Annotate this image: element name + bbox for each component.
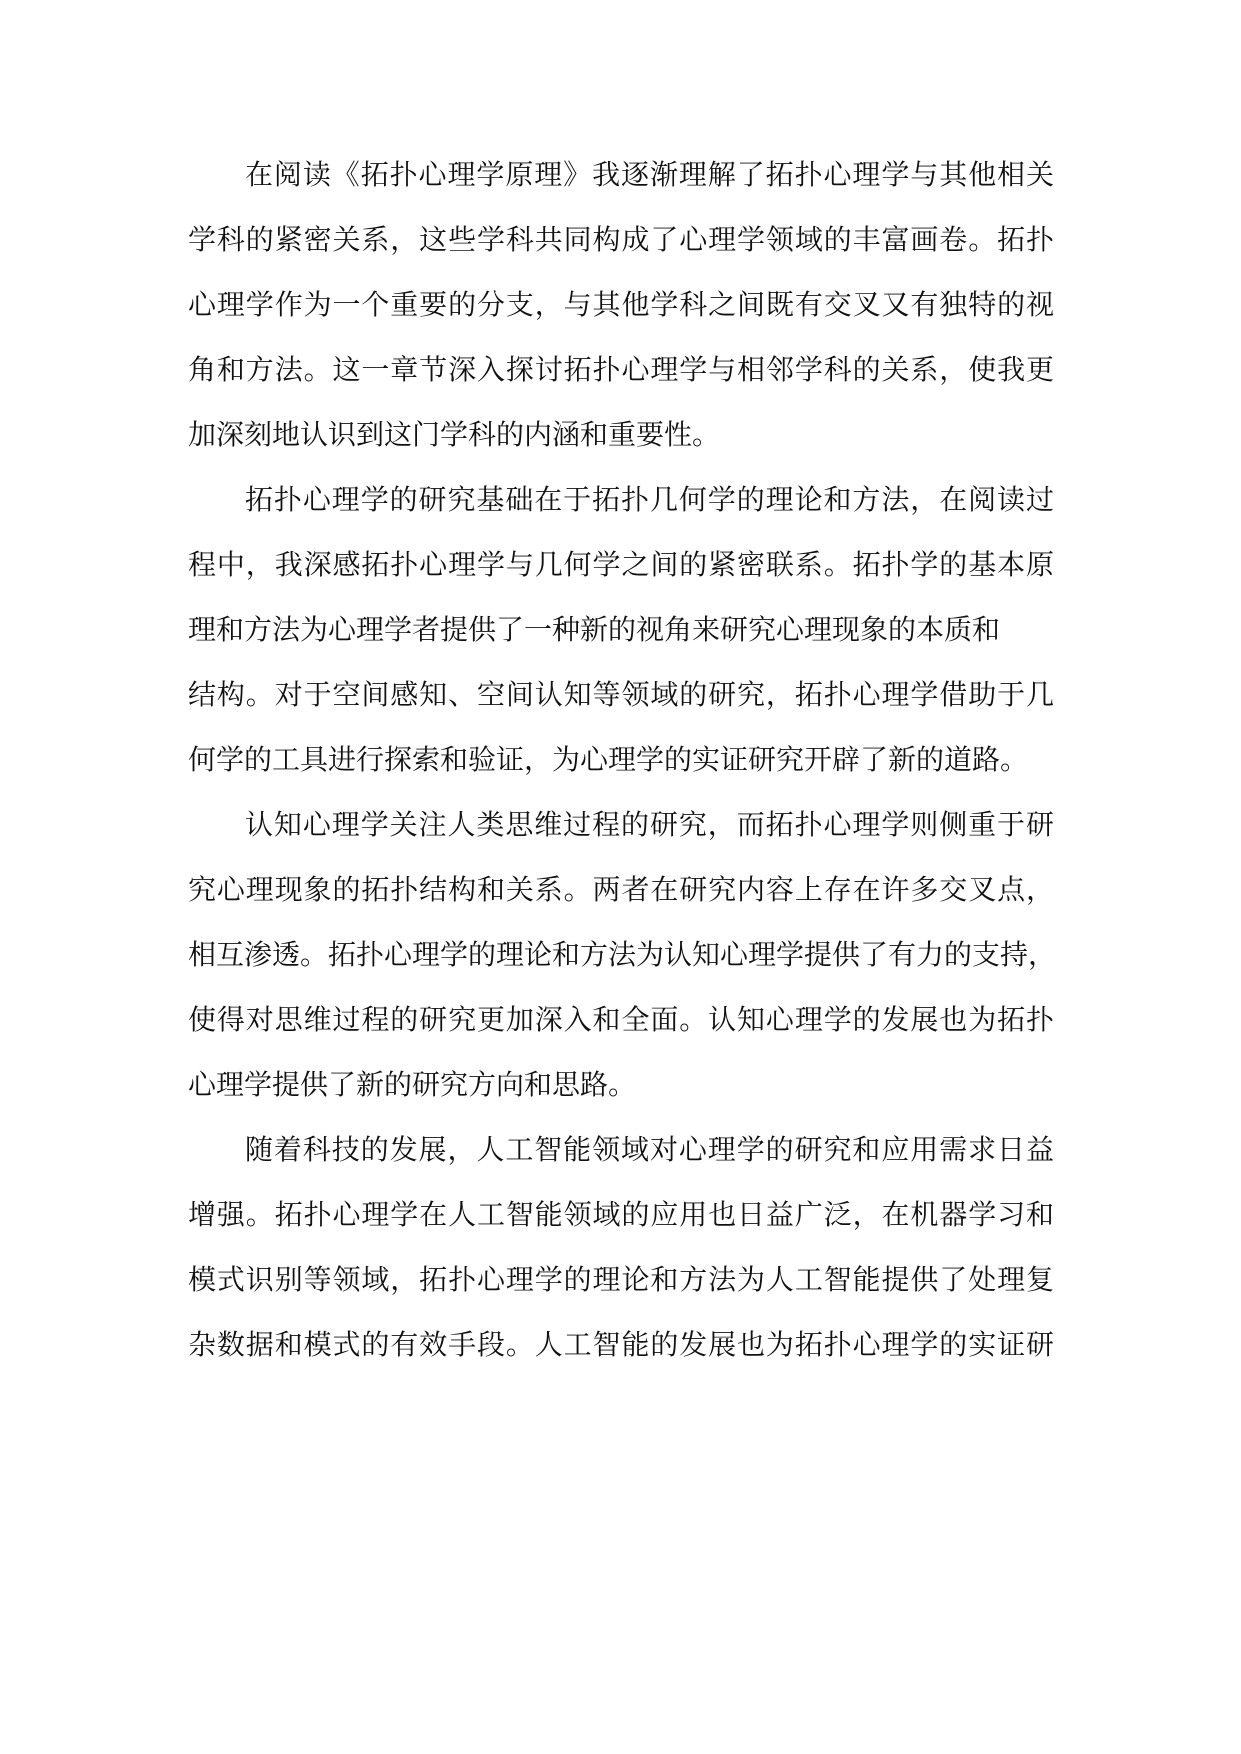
paragraph-1 — [188, 142, 1054, 467]
paragraph-4 — [188, 1117, 1054, 1377]
text-line: 认知心理学关注人类思维过程的研究，而拓扑心理学则侧重于研 — [245, 808, 1054, 841]
text-line: 拓扑心理学的研究基础在于拓扑几何学的理论和方法，在阅读过 — [245, 483, 1054, 516]
text-line: 心理学作为一个重要的分支，与其他学科之间既有交叉又有独特的视 — [188, 288, 1054, 321]
text-line: 结构。对于空间感知、空间认知等领域的研究，拓扑心理学借助于几 — [188, 678, 1054, 711]
text-line: 理和方法为心理学者提供了一种新的视角来研究心理现象的本质和 — [188, 613, 1001, 646]
text-line: 究心理现象的拓扑结构和关系。两者在研究内容上存在许多交叉点， — [188, 873, 1054, 906]
text-line: 使得对思维过程的研究更加深入和全面。认知心理学的发展也为拓扑 — [188, 1003, 1054, 1036]
text-line: 角和方法。这一章节深入探讨拓扑心理学与相邻学科的关系，使我更 — [188, 353, 1054, 386]
text-line: 加深刻地认识到这门学科的内涵和重要性。 — [188, 418, 721, 451]
text-line: 心理学提供了新的研究方向和思路。 — [188, 1068, 637, 1101]
text-line: 杂数据和模式的有效手段。人工智能的发展也为拓扑心理学的实证研 — [188, 1328, 1054, 1361]
text-line: 增强。拓扑心理学在人工智能领域的应用也日益广泛，在机器学习和 — [188, 1198, 1054, 1231]
document-body — [188, 142, 1057, 1377]
text-line: 何学的工具进行探索和验证，为心理学的实证研究开辟了新的道路。 — [188, 743, 1029, 776]
paragraph-2 — [188, 467, 1054, 792]
text-line: 程中，我深感拓扑心理学与几何学之间的紧密联系。拓扑学的基本原 — [188, 548, 1054, 581]
text-line: 学科的紧密关系，这些学科共同构成了心理学领域的丰富画卷。拓扑 — [188, 223, 1054, 256]
text-line: 随着科技的发展，人工智能领域对心理学的研究和应用需求日益 — [245, 1133, 1054, 1166]
text-line: 模式识别等领域，拓扑心理学的理论和方法为人工智能提供了处理复 — [188, 1263, 1054, 1296]
text-line: 相互渗透。拓扑心理学的理论和方法为认知心理学提供了有力的支持， — [188, 938, 1057, 971]
paragraph-3 — [188, 792, 1057, 1117]
text-line: 在阅读《拓扑心理学原理》我逐渐理解了拓扑心理学与其他相关 — [245, 158, 1054, 191]
